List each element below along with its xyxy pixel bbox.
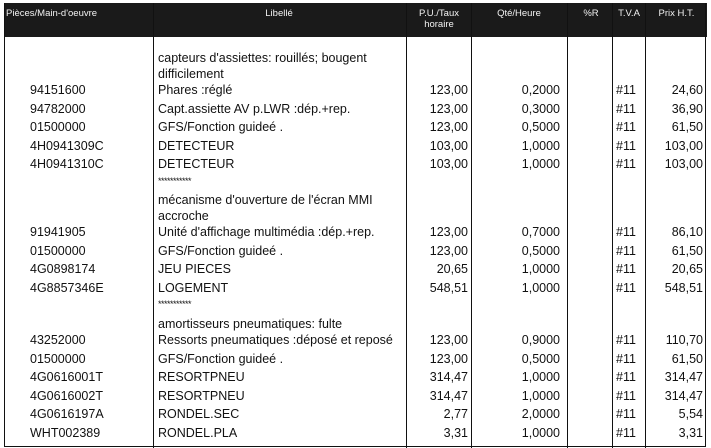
table-row	[4, 369, 707, 386]
table-row	[4, 425, 707, 442]
cell-qte: 1,0000	[521, 157, 560, 172]
section-title: mécanisme d'ouverture de l'écran MMI accroche	[158, 193, 373, 223]
cell-lib: Phares :réglé	[158, 83, 233, 97]
cell-pu: 314,47	[429, 370, 468, 385]
cell-ref: 4G8857346E	[30, 280, 104, 295]
table-row	[4, 138, 707, 155]
cell-lib: DETECTEUR	[158, 157, 235, 172]
cell-tva: #11	[616, 370, 636, 385]
cell-tva: #11	[616, 120, 636, 135]
cell-qte: 0,5000	[521, 243, 560, 258]
col-header-pct: %R	[583, 8, 599, 19]
cell-qte: 1,0000	[521, 426, 560, 440]
cell-prix: 314,47	[664, 388, 703, 403]
cell-ref: 4G0616002T	[30, 388, 103, 403]
separator-stars: ***********	[158, 176, 192, 186]
cell-ref: 91941905	[30, 225, 86, 239]
cell-tva: #11	[616, 243, 636, 258]
col-header-prix: Prix H.T.	[658, 8, 695, 19]
cell-lib: GFS/Fonction guideé .	[158, 120, 284, 135]
cell-pu: 123,00	[429, 333, 468, 347]
cell-prix: 61,50	[671, 351, 703, 366]
cell-pu: 103,00	[429, 138, 468, 153]
cell-prix: 314,47	[664, 370, 703, 385]
table-row	[4, 351, 707, 368]
cell-tva: #11	[616, 101, 636, 116]
col-header-tva: T.V.A	[618, 8, 640, 19]
cell-ref: 4G0616197A	[30, 407, 104, 422]
cell-ref: 4G0898174	[30, 262, 96, 277]
cell-pu: 548,51	[429, 280, 468, 295]
cell-ref: WHT002389	[30, 426, 101, 440]
cell-qte: 0,5000	[521, 351, 560, 366]
cell-qte: 0,7000	[521, 225, 560, 239]
cell-tva: #11	[616, 157, 636, 172]
cell-tva: #11	[616, 426, 636, 440]
separator-stars: ***********	[158, 299, 192, 309]
cell-pu: 123,00	[429, 225, 468, 239]
cell-qte: 0,3000	[521, 101, 560, 116]
col-header-ref: Pièces/Main-d'oeuvre	[6, 8, 98, 19]
cell-pu: 2,77	[443, 407, 468, 422]
cell-lib: GFS/Fonction guideé .	[158, 243, 284, 258]
cell-lib: Ressorts pneumatiques :déposé et reposé	[158, 333, 393, 347]
cell-lib: RONDEL.SEC	[158, 407, 240, 422]
cell-prix: 61,50	[671, 243, 703, 258]
table-row	[4, 280, 707, 297]
cell-lib: Capt.assiette AV p.LWR :dép.+rep.	[158, 101, 351, 116]
cell-lib: RONDEL.PLA	[158, 426, 238, 440]
table-row	[4, 388, 707, 405]
cell-qte: 1,0000	[521, 262, 560, 277]
cell-pu: 103,00	[429, 157, 468, 172]
cell-tva: #11	[616, 407, 636, 422]
cell-lib: RESORTPNEU	[158, 388, 245, 403]
cell-ref: 4H0941310C	[30, 157, 104, 172]
cell-lib: LOGEMENT	[158, 280, 229, 295]
cell-tva: #11	[616, 388, 636, 403]
cell-prix: 103,00	[664, 138, 703, 153]
cell-pu: 123,00	[429, 243, 468, 258]
cell-tva: #11	[616, 333, 636, 347]
cell-prix: 86,10	[671, 225, 703, 239]
cell-ref: 43252000	[30, 333, 86, 347]
cell-qte: 0,2000	[521, 83, 560, 97]
cell-prix: 61,50	[671, 120, 703, 135]
cell-qte: 1,0000	[521, 388, 560, 403]
cell-pu: 20,65	[436, 262, 468, 277]
cell-prix: 36,90	[671, 101, 703, 116]
cell-ref: 4G0616001T	[30, 370, 103, 385]
cell-prix: 3,31	[678, 426, 703, 440]
cell-qte: 0,5000	[521, 120, 560, 135]
cell-ref: 4H0941309C	[30, 138, 104, 153]
cell-lib: DETECTEUR	[158, 138, 235, 153]
col-header-libelle: Libellé	[265, 8, 293, 19]
cell-qte: 1,0000	[521, 280, 560, 295]
cell-ref: 01500000	[30, 120, 86, 135]
cell-ref: 01500000	[30, 351, 86, 366]
col-header-pu: P.U./Taux horaire	[419, 8, 459, 30]
table-row	[4, 243, 707, 260]
cell-tva: #11	[616, 351, 636, 366]
cell-prix: 548,51	[664, 280, 703, 295]
cell-prix: 5,54	[678, 407, 703, 422]
cell-tva: #11	[616, 262, 636, 277]
cell-ref: 01500000	[30, 243, 86, 258]
table-row	[4, 101, 707, 118]
cell-prix: 103,00	[664, 157, 703, 172]
cell-pu: 123,00	[429, 83, 468, 97]
section-title: capteurs d'assiettes: rouillés; bougent difficilement	[158, 51, 367, 81]
table-row	[4, 224, 707, 241]
cell-pu: 123,00	[429, 101, 468, 116]
cell-pu: 314,47	[429, 388, 468, 403]
cell-lib: Unité d'affichage multimédia :dép.+rep.	[158, 225, 375, 239]
cell-qte: 1,0000	[521, 370, 560, 385]
cell-lib: JEU PIECES	[158, 262, 231, 277]
cell-tva: #11	[616, 138, 636, 153]
table-row	[4, 82, 707, 99]
cell-prix: 20,65	[671, 262, 703, 277]
table-row	[4, 119, 707, 136]
cell-lib: RESORTPNEU	[158, 370, 245, 385]
cell-tva: #11	[616, 225, 636, 239]
cell-ref: 94782000	[30, 101, 86, 116]
cell-lib: GFS/Fonction guideé .	[158, 351, 284, 366]
cell-pu: 123,00	[429, 120, 468, 135]
invoice-table	[4, 3, 707, 448]
cell-tva: #11	[616, 83, 636, 97]
cell-qte: 0,9000	[521, 333, 560, 347]
cell-qte: 2,0000	[521, 407, 560, 422]
col-header-qte: Qté/Heure	[497, 8, 541, 19]
section-title: amortisseurs pneumatiques: fulte	[158, 317, 343, 331]
cell-tva: #11	[616, 280, 636, 295]
cell-prix: 24,60	[671, 83, 703, 97]
table-row	[4, 332, 707, 349]
cell-qte: 1,0000	[521, 138, 560, 153]
table-row	[4, 261, 707, 278]
cell-pu: 123,00	[429, 351, 468, 366]
cell-pu: 3,31	[443, 426, 468, 440]
table-row	[4, 156, 707, 173]
cell-ref: 94151600	[30, 83, 86, 97]
table-row	[4, 406, 707, 423]
cell-prix: 110,70	[665, 333, 703, 347]
